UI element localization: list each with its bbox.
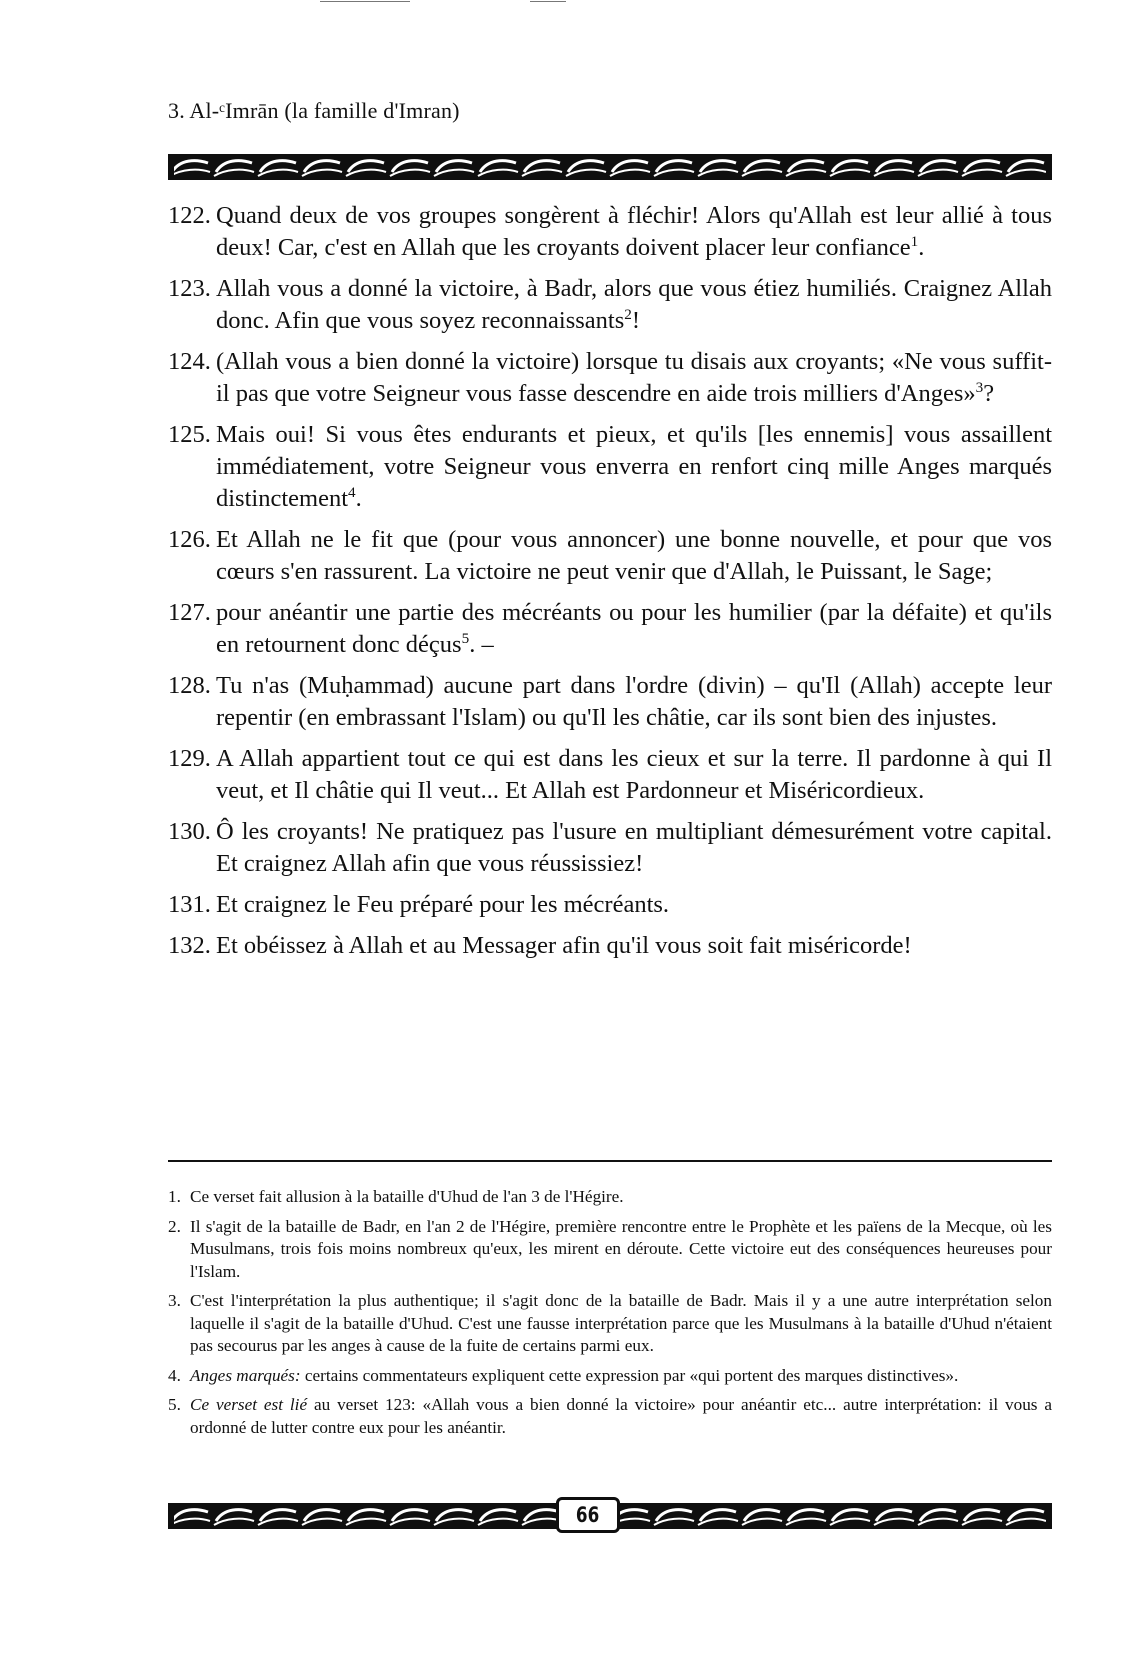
verse-punctuation: . – <box>469 631 494 658</box>
footnote-ref: 3 <box>975 378 984 396</box>
verse-body: (Allah vous a bien donné la victoire) lorsque tu disais aux croyants; «Ne vous suffit-il pas que votre Seigneur vous fasse descendre en aide trois milliers d'Anges» <box>216 348 1052 407</box>
verse-item <box>168 670 1052 734</box>
verse-number: 123. <box>168 275 211 302</box>
verse-body: A Allah appartient tout ce qui est dans les cieux et sur la terre. Il pardonne à qui Il veut, et Il châtie qui Il veut... Et Allah est Pardonneur et Miséricordieux. <box>216 745 1052 804</box>
verse-item <box>168 597 1052 661</box>
verse-text <box>216 743 1052 807</box>
footnote-number: 5. <box>168 1395 181 1414</box>
footnote-separator <box>168 1160 1052 1162</box>
verse-punctuation: . <box>355 485 362 512</box>
verse-text <box>216 930 1052 962</box>
verse-body: pour anéantir une partie des mécréants ou pour les humilier (par la défaite) et qu'ils en retournent donc déçus <box>216 599 1052 658</box>
footnote-item <box>168 1365 1052 1388</box>
running-title: 3. Al-ᶜImrān (la famille d'Imran) <box>168 98 460 123</box>
verse-body: Et craignez le Feu préparé pour les mécréants. <box>216 891 670 918</box>
page-number-badge <box>556 1497 620 1533</box>
verse-item <box>168 419 1052 515</box>
verse-body: Et obéissez à Allah et au Messager afin qu'il vous soit fait miséricorde! <box>216 932 912 959</box>
verse-text <box>216 273 1052 337</box>
verse-text <box>216 889 1052 921</box>
scan-edge-marks <box>320 0 640 4</box>
footnote-number: 1. <box>168 1187 181 1206</box>
footnote-ref: 1 <box>910 232 919 250</box>
verse-number: 122. <box>168 202 211 229</box>
verse-item <box>168 524 1052 588</box>
footnote-number: 4. <box>168 1365 181 1385</box>
footnote-emphasis: Anges marqués: <box>190 1365 301 1385</box>
footnote-number: 2. <box>168 1216 181 1236</box>
verse-number: 126. <box>168 526 211 553</box>
footnote-ref: 2 <box>624 305 632 323</box>
ornamental-band-top <box>168 154 1052 180</box>
verse-body: Ô les croyants! Ne pratiquez pas l'usure en multipliant démesurément votre capital. Et craignez Allah afin que vous réussissiez! <box>216 818 1052 877</box>
footnote-text <box>190 1365 1052 1388</box>
verse-body: Allah vous a donné la victoire, à Badr, alors que vous étiez humiliés. Craignez Allah donc. Afin que vous soyez reconnaissants <box>216 275 1052 334</box>
page-number: 66 <box>576 1503 600 1527</box>
footnote-text <box>190 1290 1052 1358</box>
footnote-text <box>190 1186 1052 1209</box>
footnote-number: 3. <box>168 1291 181 1310</box>
verse-punctuation: . <box>918 234 925 261</box>
verse-body: Tu n'as (Muḥammad) aucune part dans l'ordre (divin) – qu'Il (Allah) accepte leur repentir (en embrassant l'Islam) ou qu'Il les châtie, car ils sont bien des injustes. <box>216 672 1052 731</box>
verse-item <box>168 889 1052 921</box>
verse-punctuation: ! <box>631 307 641 334</box>
verse-body: Et Allah ne le fit que (pour vous annoncer) une bonne nouvelle, et pour que vos cœurs s'en rassurent. La victoire ne peut venir que d'Allah, le Puissant, le Sage; <box>216 526 1052 585</box>
verse-number: 128. <box>168 672 211 699</box>
footnote-item <box>168 1186 1052 1209</box>
verse-item <box>168 200 1052 264</box>
verse-item <box>168 930 1052 962</box>
verse-item <box>168 816 1052 880</box>
verse-number: 130. <box>168 818 211 845</box>
verse-number: 132. <box>168 932 211 959</box>
footnote-body: Ce verset fait allusion à la bataille d'Uhud de l'an 3 de l'Hégire. <box>190 1187 624 1206</box>
verse-body: Quand deux de vos groupes songèrent à fléchir! Alors qu'Allah est leur allié à tous deux! Car, c'est en Allah que les croyants doivent placer leur confiance <box>216 202 1052 261</box>
verse-number: 129. <box>168 745 211 772</box>
footnote-text <box>190 1394 1052 1439</box>
verse-punctuation: ? <box>983 380 995 407</box>
verse-number: 125. <box>168 421 211 448</box>
footnote-body: Il s'agit de la bataille de Badr, en l'an 2 de l'Hégire, première rencontre entre le Prophète et les païens de la Mecque, où les Musulmans, trois fois moins nombreux qu'eux, les mirent en déroute. Cette victoire eut des conséquences heureuses pour l'Islam. <box>190 1216 1052 1281</box>
verse-number: 131. <box>168 891 211 918</box>
verse-body: Mais oui! Si vous êtes endurants et pieux, et qu'ils [les ennemis] vous assaillent immédiatement, votre Seigneur vous enverra en renfort cinq mille Anges marqués distinctement <box>216 421 1052 512</box>
verse-item <box>168 346 1052 410</box>
footnote-ref: 5 <box>461 629 470 647</box>
footnote-body: certains commentateurs expliquent cette expression par «qui portent des marques distinctives». <box>300 1365 959 1385</box>
footnote-item <box>168 1216 1052 1284</box>
footnote-list <box>168 1186 1052 1446</box>
footnote-body: C'est l'interprétation la plus authentique; il s'agit donc de la bataille de Badr. Mais il y a une autre interprétation selon laquelle il s'agit de la bataille d'Uhud. C'est une fausse interprétation parce que les Musulmans à la bataille d'Uhud n'étaient pas secourus par les anges à cause de la fuite de certains parmi eux. <box>190 1291 1052 1355</box>
verse-number: 127. <box>168 599 211 626</box>
verse-item <box>168 273 1052 337</box>
footnote-item <box>168 1394 1052 1439</box>
footnote-emphasis: Ce verset est lié <box>190 1395 308 1414</box>
verse-text <box>216 524 1052 588</box>
verse-text <box>216 200 1052 264</box>
verse-text <box>216 816 1052 880</box>
verse-text <box>216 670 1052 734</box>
verse-text <box>216 346 1052 410</box>
verse-text <box>216 597 1052 661</box>
verse-number: 124. <box>168 348 211 375</box>
verse-list <box>168 200 1052 971</box>
footnote-item <box>168 1290 1052 1358</box>
verse-text <box>216 419 1052 515</box>
footnote-body: au verset 123: «Allah vous a bien donné la victoire» pour anéantir etc... autre interprétation: il vous a ordonné de lutter contre eux pour les anéantir. <box>190 1395 1052 1437</box>
footnote-text <box>190 1216 1052 1284</box>
footnote-ref: 4 <box>348 483 356 501</box>
verse-item <box>168 743 1052 807</box>
